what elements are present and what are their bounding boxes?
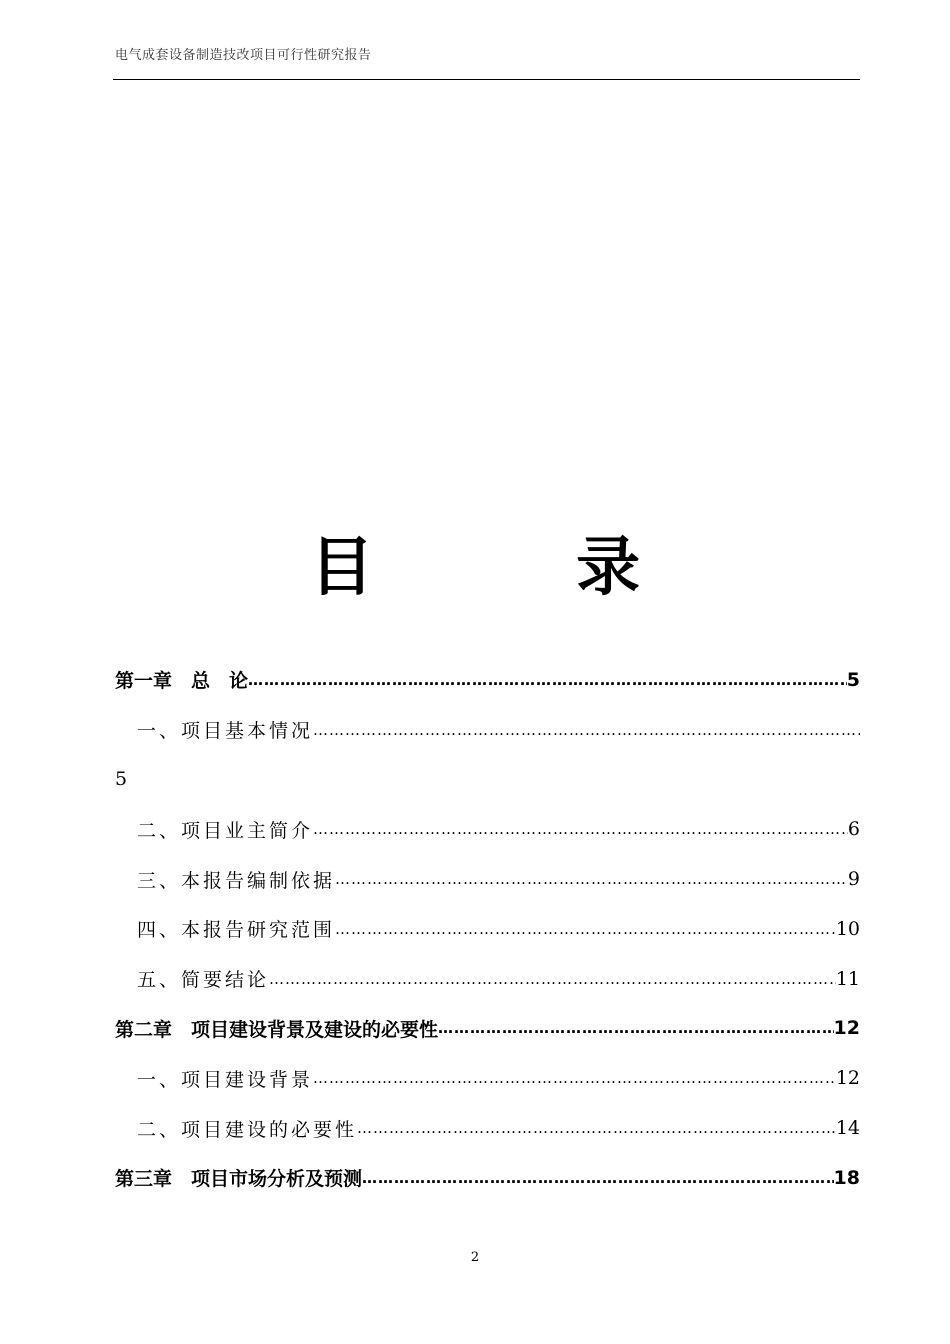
- toc-entry-title: 三、本报告编制依据: [137, 869, 336, 892]
- toc-entry-page: 11: [835, 967, 860, 990]
- toc-title: 目 录: [309, 531, 731, 605]
- toc-leader: [313, 721, 860, 739]
- toc-leader: [335, 920, 836, 938]
- running-header: 电气成套设备制造技改项目可行性研究报告: [115, 48, 372, 63]
- toc-entry-title: 第二章 项目建设背景及建设的必要性: [115, 1018, 439, 1041]
- toc-entry-title: 第一章 总 论: [115, 670, 249, 693]
- toc-entry-title: 二、项目建设的必要性: [137, 1118, 358, 1141]
- toc-leader: [438, 1019, 834, 1037]
- toc-entry-title: 二、项目业主简介: [137, 819, 314, 842]
- toc-leader: [362, 1169, 834, 1187]
- toc-entry-page: 6: [847, 818, 860, 841]
- toc-leader: [248, 671, 847, 689]
- toc-entry-page: 14: [835, 1117, 860, 1140]
- toc-leader: [357, 1119, 836, 1137]
- toc-entry-page: 18: [833, 1166, 860, 1189]
- header-divider: [113, 79, 860, 80]
- toc-entry-title: 第三章 项目市场分析及预测: [115, 1168, 363, 1191]
- toc-entry-page: 12: [835, 1067, 860, 1090]
- toc-entry[interactable]: [115, 954, 860, 1004]
- toc-entry[interactable]: [115, 655, 860, 705]
- toc-leader: [335, 870, 848, 888]
- toc-entry-page: 10: [835, 917, 860, 940]
- toc-leader: [313, 820, 848, 838]
- toc-entry[interactable]: [115, 1053, 860, 1103]
- toc-entry[interactable]: [115, 705, 860, 755]
- toc-entry-title: 五、简要结论: [137, 969, 270, 992]
- toc-entry[interactable]: [115, 1153, 860, 1203]
- toc-leader: [313, 1069, 836, 1087]
- page-number: 2: [470, 1250, 480, 1265]
- toc-leader: [269, 970, 836, 988]
- toc-entry-page: 12: [833, 1017, 860, 1040]
- toc-entry-page: 9: [847, 868, 860, 891]
- table-of-contents: [115, 655, 860, 1203]
- toc-entry-title: 一、项目基本情况: [137, 720, 314, 743]
- toc-entry[interactable]: [115, 1103, 860, 1153]
- toc-entry-page: 5: [846, 668, 860, 691]
- toc-entry-page-wrapped: 5: [115, 768, 128, 791]
- toc-entry[interactable]: [115, 804, 860, 854]
- toc-entry-title: 四、本报告研究范围: [137, 919, 336, 942]
- toc-entry[interactable]: [115, 1004, 860, 1054]
- toc-entry-title: 一、项目建设背景: [137, 1068, 314, 1091]
- toc-entry[interactable]: [115, 854, 860, 904]
- toc-entry[interactable]: [115, 904, 860, 954]
